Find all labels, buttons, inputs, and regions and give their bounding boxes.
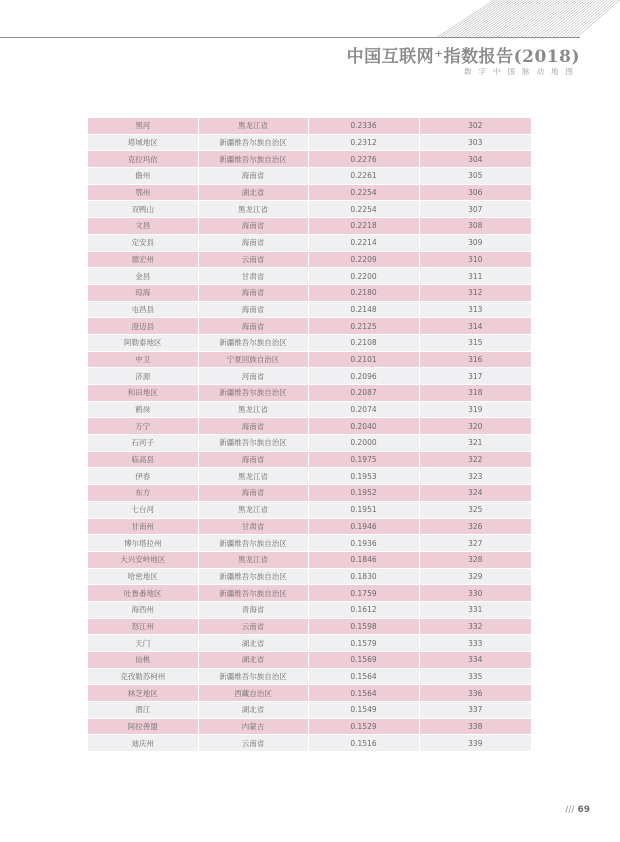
table-row <box>88 301 531 318</box>
rank-cell: 324 <box>419 485 531 502</box>
city-cell: 伊春 <box>88 468 198 485</box>
table-row <box>88 234 531 251</box>
table-row <box>88 418 531 435</box>
index-cell: 0.2254 <box>308 201 419 218</box>
city-cell: 林芝地区 <box>88 685 198 702</box>
province-cell: 甘肃省 <box>198 268 308 285</box>
city-cell: 万宁 <box>88 418 198 435</box>
report-subtitle: 数字中国脉动地图 <box>464 67 580 76</box>
index-cell: 0.2074 <box>308 401 419 418</box>
rank-cell: 308 <box>419 218 531 235</box>
rank-cell: 320 <box>419 418 531 435</box>
index-cell: 0.1598 <box>308 618 419 635</box>
index-cell: 0.1953 <box>308 468 419 485</box>
rank-cell: 319 <box>419 401 531 418</box>
city-cell: 石河子 <box>88 435 198 452</box>
province-cell: 海南省 <box>198 168 308 185</box>
index-cell: 0.1936 <box>308 535 419 552</box>
rank-cell: 313 <box>419 301 531 318</box>
city-cell: 定安县 <box>88 234 198 251</box>
rank-cell: 328 <box>419 551 531 568</box>
index-cell: 0.1952 <box>308 485 419 502</box>
page-marker: /// <box>565 805 575 815</box>
rank-cell: 323 <box>419 468 531 485</box>
table-row <box>88 535 531 552</box>
province-cell: 云南省 <box>198 735 308 752</box>
rank-cell: 326 <box>419 518 531 535</box>
index-cell: 0.2148 <box>308 301 419 318</box>
table-row <box>88 251 531 268</box>
rank-cell: 327 <box>419 535 531 552</box>
table-row <box>88 685 531 702</box>
table-row <box>88 318 531 335</box>
table-row <box>88 618 531 635</box>
province-cell: 新疆维吾尔族自治区 <box>198 385 308 402</box>
city-cell: 鹤岗 <box>88 401 198 418</box>
ranking-table-body <box>88 118 531 752</box>
index-cell: 0.2312 <box>308 134 419 151</box>
table-row <box>88 385 531 402</box>
province-cell: 海南省 <box>198 218 308 235</box>
rank-cell: 315 <box>419 334 531 351</box>
table-row <box>88 134 531 151</box>
rank-cell: 303 <box>419 134 531 151</box>
rank-cell: 336 <box>419 685 531 702</box>
table-row <box>88 735 531 752</box>
province-cell: 黑龙江省 <box>198 468 308 485</box>
province-cell: 海南省 <box>198 284 308 301</box>
index-cell: 0.1579 <box>308 635 419 652</box>
province-cell: 湖北省 <box>198 635 308 652</box>
province-cell: 海南省 <box>198 418 308 435</box>
table-row <box>88 485 531 502</box>
table-row <box>88 435 531 452</box>
province-cell: 新疆维吾尔族自治区 <box>198 535 308 552</box>
table-row <box>88 585 531 602</box>
city-cell: 天门 <box>88 635 198 652</box>
rank-cell: 309 <box>419 234 531 251</box>
city-cell: 迪庆州 <box>88 735 198 752</box>
table-row <box>88 184 531 201</box>
city-cell: 双鸭山 <box>88 201 198 218</box>
city-cell: 哈密地区 <box>88 568 198 585</box>
province-cell: 新疆维吾尔族自治区 <box>198 151 308 168</box>
city-cell: 怒江州 <box>88 618 198 635</box>
table-row <box>88 284 531 301</box>
rank-cell: 310 <box>419 251 531 268</box>
index-cell: 0.2200 <box>308 268 419 285</box>
index-cell: 0.1529 <box>308 718 419 735</box>
table-row <box>88 451 531 468</box>
province-cell: 黑龙江省 <box>198 501 308 518</box>
ranking-table <box>88 118 531 752</box>
index-cell: 0.2214 <box>308 234 419 251</box>
city-cell: 海西州 <box>88 601 198 618</box>
rank-cell: 325 <box>419 501 531 518</box>
province-cell: 海南省 <box>198 485 308 502</box>
index-cell: 0.1946 <box>308 518 419 535</box>
rank-cell: 334 <box>419 652 531 669</box>
table-row <box>88 401 531 418</box>
province-cell: 云南省 <box>198 251 308 268</box>
rank-cell: 318 <box>419 385 531 402</box>
city-cell: 阿拉善盟 <box>88 718 198 735</box>
province-cell: 宁夏回族自治区 <box>198 351 308 368</box>
province-cell: 西藏自治区 <box>198 685 308 702</box>
city-cell: 中卫 <box>88 351 198 368</box>
rank-cell: 331 <box>419 601 531 618</box>
province-cell: 黑龙江省 <box>198 551 308 568</box>
city-cell: 澄迈县 <box>88 318 198 335</box>
province-cell: 新疆维吾尔族自治区 <box>198 134 308 151</box>
table-row <box>88 334 531 351</box>
city-cell: 黑河 <box>88 118 198 134</box>
province-cell: 新疆维吾尔族自治区 <box>198 585 308 602</box>
table-row <box>88 652 531 669</box>
city-cell: 东方 <box>88 485 198 502</box>
index-cell: 0.1549 <box>308 702 419 719</box>
index-cell: 0.1951 <box>308 501 419 518</box>
rank-cell: 332 <box>419 618 531 635</box>
index-cell: 0.2180 <box>308 284 419 301</box>
province-cell: 海南省 <box>198 301 308 318</box>
index-cell: 0.1846 <box>308 551 419 568</box>
province-cell: 海南省 <box>198 234 308 251</box>
rank-cell: 306 <box>419 184 531 201</box>
city-cell: 七台河 <box>88 501 198 518</box>
index-cell: 0.1516 <box>308 735 419 752</box>
table-row <box>88 702 531 719</box>
city-cell: 文昌 <box>88 218 198 235</box>
index-cell: 0.2218 <box>308 218 419 235</box>
rank-cell: 322 <box>419 451 531 468</box>
province-cell: 新疆维吾尔族自治区 <box>198 668 308 685</box>
index-cell: 0.2261 <box>308 168 419 185</box>
index-cell: 0.2101 <box>308 351 419 368</box>
index-cell: 0.2276 <box>308 151 419 168</box>
rank-cell: 312 <box>419 284 531 301</box>
table-row <box>88 151 531 168</box>
rank-cell: 316 <box>419 351 531 368</box>
province-cell: 河南省 <box>198 368 308 385</box>
index-cell: 0.2096 <box>308 368 419 385</box>
city-cell: 大兴安岭地区 <box>88 551 198 568</box>
index-cell: 0.2125 <box>308 318 419 335</box>
table-row <box>88 201 531 218</box>
province-cell: 湖北省 <box>198 184 308 201</box>
city-cell: 仙桃 <box>88 652 198 669</box>
city-cell: 潜江 <box>88 702 198 719</box>
table-row <box>88 501 531 518</box>
city-cell: 塔城地区 <box>88 134 198 151</box>
rank-cell: 339 <box>419 735 531 752</box>
table-row <box>88 218 531 235</box>
province-cell: 新疆维吾尔族自治区 <box>198 568 308 585</box>
rank-cell: 304 <box>419 151 531 168</box>
city-cell: 甘南州 <box>88 518 198 535</box>
city-cell: 吐鲁番地区 <box>88 585 198 602</box>
rank-cell: 302 <box>419 118 531 134</box>
table-row <box>88 668 531 685</box>
table-row <box>88 518 531 535</box>
city-cell: 鄂州 <box>88 184 198 201</box>
index-cell: 0.1830 <box>308 568 419 585</box>
table-row <box>88 351 531 368</box>
city-cell: 博尔塔拉州 <box>88 535 198 552</box>
table-row <box>88 635 531 652</box>
province-cell: 湖北省 <box>198 702 308 719</box>
report-title: 中国互联网⁺指数报告(2018) <box>346 47 580 67</box>
table-row <box>88 468 531 485</box>
index-cell: 0.1612 <box>308 601 419 618</box>
province-cell: 黑龙江省 <box>198 201 308 218</box>
province-cell: 湖北省 <box>198 652 308 669</box>
rank-cell: 314 <box>419 318 531 335</box>
rank-cell: 330 <box>419 585 531 602</box>
province-cell: 黑龙江省 <box>198 118 308 134</box>
table-row <box>88 718 531 735</box>
rank-cell: 329 <box>419 568 531 585</box>
province-cell: 新疆维吾尔族自治区 <box>198 334 308 351</box>
rank-cell: 305 <box>419 168 531 185</box>
city-cell: 金昌 <box>88 268 198 285</box>
table-row <box>88 568 531 585</box>
index-cell: 0.1564 <box>308 685 419 702</box>
index-cell: 0.2209 <box>308 251 419 268</box>
index-cell: 0.1759 <box>308 585 419 602</box>
city-cell: 德宏州 <box>88 251 198 268</box>
province-cell: 云南省 <box>198 618 308 635</box>
index-cell: 0.1569 <box>308 652 419 669</box>
header-fan-graphic <box>424 0 620 44</box>
table-row <box>88 601 531 618</box>
index-cell: 0.2108 <box>308 334 419 351</box>
province-cell: 黑龙江省 <box>198 401 308 418</box>
city-cell: 阿勒泰地区 <box>88 334 198 351</box>
rank-cell: 321 <box>419 435 531 452</box>
rank-cell: 311 <box>419 268 531 285</box>
page-number: 69 <box>577 805 590 815</box>
province-cell: 海南省 <box>198 318 308 335</box>
city-cell: 儋州 <box>88 168 198 185</box>
index-cell: 0.2000 <box>308 435 419 452</box>
index-cell: 0.2254 <box>308 184 419 201</box>
city-cell: 克孜勒苏柯州 <box>88 668 198 685</box>
city-cell: 克拉玛依 <box>88 151 198 168</box>
province-cell: 甘肃省 <box>198 518 308 535</box>
city-cell: 临高县 <box>88 451 198 468</box>
province-cell: 海南省 <box>198 451 308 468</box>
page-footer <box>565 805 590 815</box>
rank-cell: 333 <box>419 635 531 652</box>
city-cell: 琼海 <box>88 284 198 301</box>
table-row <box>88 268 531 285</box>
province-cell: 内蒙古 <box>198 718 308 735</box>
table-row <box>88 118 531 134</box>
index-cell: 0.1975 <box>308 451 419 468</box>
rank-cell: 338 <box>419 718 531 735</box>
table-row <box>88 551 531 568</box>
rank-cell: 317 <box>419 368 531 385</box>
city-cell: 和田地区 <box>88 385 198 402</box>
table-row <box>88 168 531 185</box>
province-cell: 青海省 <box>198 601 308 618</box>
rank-cell: 307 <box>419 201 531 218</box>
index-cell: 0.2040 <box>308 418 419 435</box>
city-cell: 屯昌县 <box>88 301 198 318</box>
rank-cell: 337 <box>419 702 531 719</box>
province-cell: 新疆维吾尔族自治区 <box>198 435 308 452</box>
city-cell: 济源 <box>88 368 198 385</box>
index-cell: 0.2087 <box>308 385 419 402</box>
rank-cell: 335 <box>419 668 531 685</box>
table-row <box>88 368 531 385</box>
index-cell: 0.1564 <box>308 668 419 685</box>
index-cell: 0.2336 <box>308 118 419 134</box>
